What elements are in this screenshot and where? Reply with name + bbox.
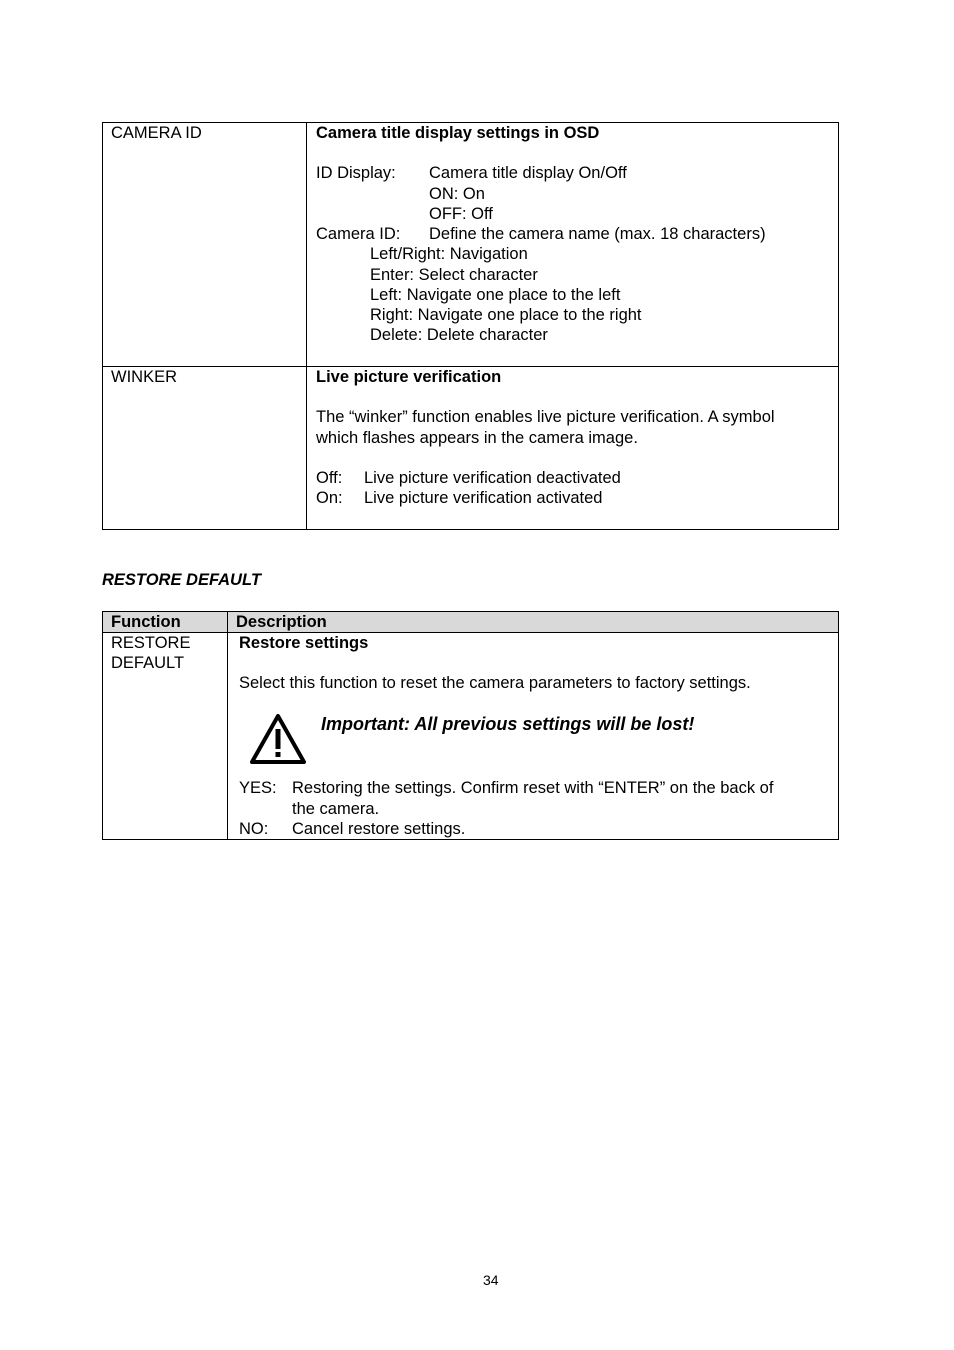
column-divider xyxy=(227,612,228,839)
nav-item: Left: Navigate one place to the left xyxy=(370,286,621,304)
camera-id-title: Camera title display settings in OSD xyxy=(316,124,600,142)
warning-text: Important: All previous settings will be lost! xyxy=(321,714,695,734)
header-function: Function xyxy=(111,613,181,631)
nav-item: Left/Right: Navigation xyxy=(370,245,528,263)
no-desc: Cancel restore settings. xyxy=(292,820,466,838)
function-camera-id: CAMERA ID xyxy=(111,124,202,142)
section-heading: RESTORE DEFAULT xyxy=(102,571,261,589)
function-restore-line1: RESTORE xyxy=(111,634,191,652)
nav-item: Right: Navigate one place to the right xyxy=(370,306,642,324)
restore-title: Restore settings xyxy=(239,634,369,652)
header-description: Description xyxy=(236,613,327,631)
camera-id-desc: Define the camera name (max. 18 characters) xyxy=(429,225,766,243)
function-restore-line2: DEFAULT xyxy=(111,654,185,672)
winker-on-desc: Live picture verification activated xyxy=(364,489,603,507)
id-display-desc: Camera title display On/Off xyxy=(429,164,627,182)
nav-item: Delete: Delete character xyxy=(370,326,548,344)
function-winker: WINKER xyxy=(111,368,177,386)
id-display-label: ID Display: xyxy=(316,164,396,182)
table-header-background xyxy=(103,612,838,632)
winker-off-label: Off: xyxy=(316,469,343,487)
yes-label: YES: xyxy=(239,779,277,797)
no-label: NO: xyxy=(239,820,269,838)
id-display-off: OFF: Off xyxy=(429,205,493,223)
page-number: 34 xyxy=(483,1272,499,1288)
column-divider xyxy=(306,123,307,529)
camera-id-label: Camera ID: xyxy=(316,225,401,243)
warning-triangle-icon xyxy=(249,713,307,765)
header-divider xyxy=(103,632,838,633)
yes-desc-line1: Restoring the settings. Confirm reset with “ENTER” on the back of xyxy=(292,779,774,797)
winker-desc-line2: which flashes appears in the camera image. xyxy=(316,429,638,447)
winker-off-desc: Live picture verification deactivated xyxy=(364,469,621,487)
nav-item: Enter: Select character xyxy=(370,266,538,284)
winker-on-label: On: xyxy=(316,489,343,507)
winker-title: Live picture verification xyxy=(316,368,502,386)
id-display-on: ON: On xyxy=(429,185,485,203)
winker-desc-line1: The “winker” function enables live picture verification. A symbol xyxy=(316,408,775,426)
restore-desc: Select this function to reset the camera parameters to factory settings. xyxy=(239,674,751,692)
yes-desc-line2: the camera. xyxy=(292,800,380,818)
